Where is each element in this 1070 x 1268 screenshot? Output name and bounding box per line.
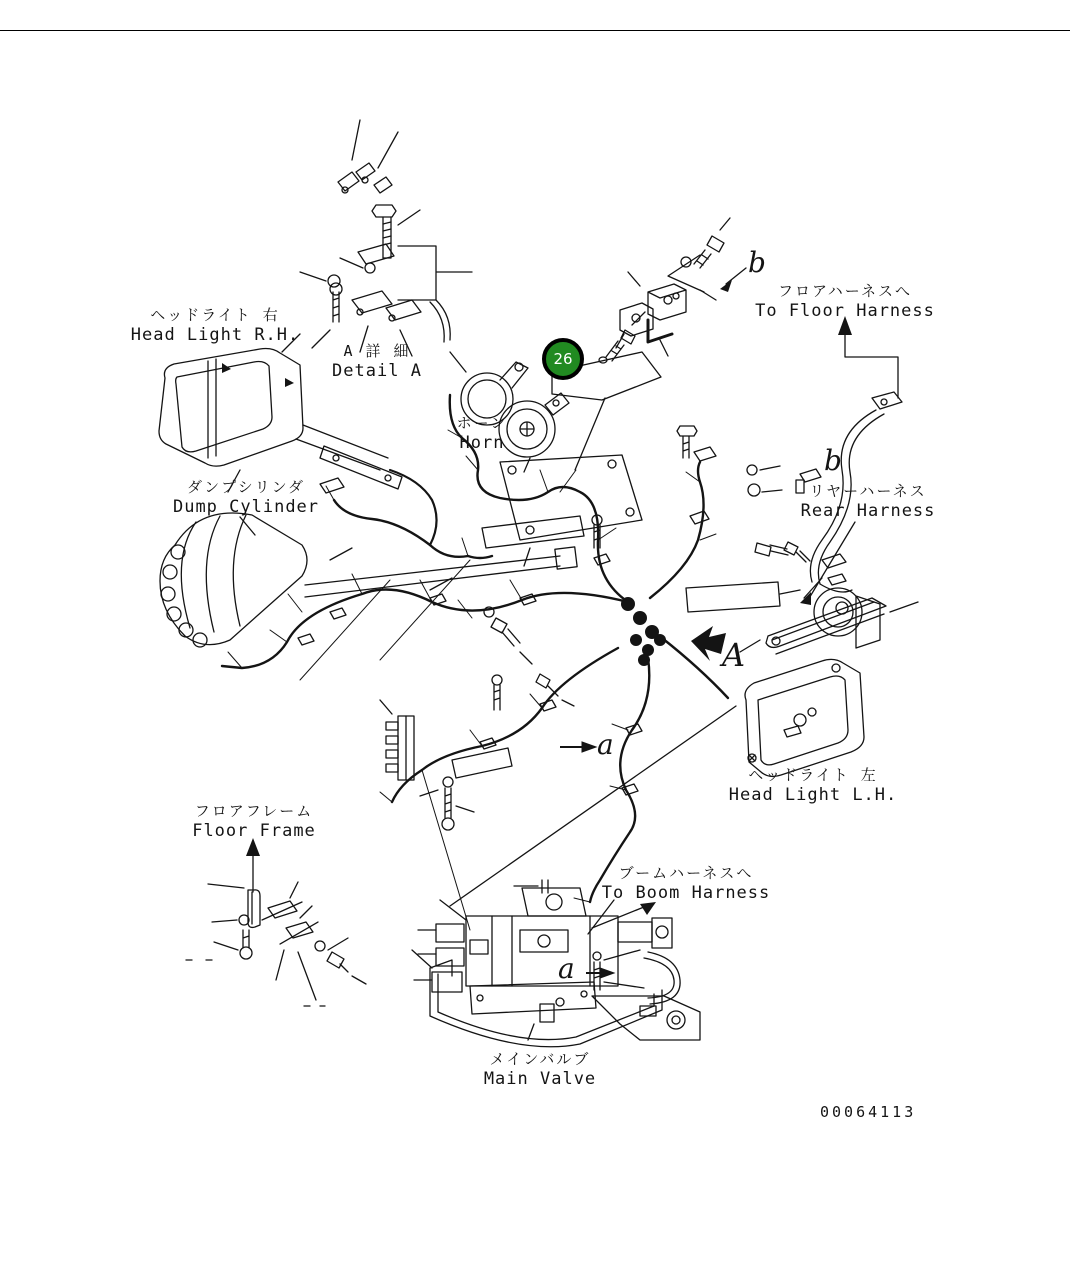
label-head-light-lh-jp: ヘッドライト 左 [748,766,878,784]
annotation-a-valve: a [558,952,575,985]
label-main-valve-en: Main Valve [483,1068,597,1089]
label-head-light-rh-jp: ヘッドライト 右 [150,306,280,324]
label-to-boom-harness-jp: ブームハーネスへ [618,864,754,882]
label-rear-harness-jp: リヤーハーネス [809,482,927,500]
label-floor-frame-jp: フロアフレーム [194,802,314,820]
floor-frame-brackets [186,838,366,1006]
label-rear-harness [801,482,936,522]
label-floor-frame-en: Floor Frame [192,820,316,841]
annotation-b-top: b [748,246,766,279]
annotation-b-right: b [824,444,842,477]
label-detail-a-en: Detail A [332,360,422,381]
label-detail-a [332,342,422,382]
label-floor-frame [192,802,316,842]
label-to-boom-harness-en: To Boom Harness [601,882,771,903]
main-valve-part [412,880,700,1047]
label-horn [457,414,508,454]
label-main-valve [484,1050,596,1090]
main-wiring-harness [222,395,800,930]
label-dump-cylinder-en: Dump Cylinder [172,496,320,517]
label-head-light-rh-en: Head Light R.H. [130,324,300,345]
label-dump-cylinder-jp: ダンプシリンダ [187,478,305,496]
detail-a-assembly [300,120,472,356]
part-balloon-26[interactable] [542,338,584,380]
view-a-arrow [691,626,726,661]
to-floor-harness-arrow [838,316,898,398]
label-to-floor-harness-jp: フロアハーネスへ [777,282,913,300]
label-rear-harness-en: Rear Harness [800,500,936,521]
annotation-view-a: A [722,636,746,674]
label-horn-jp: ホーン [456,414,508,432]
label-main-valve-jp: メインバルブ [489,1050,591,1068]
to-boom-harness-arrow [588,900,656,934]
label-to-boom-harness [602,864,771,904]
horn-bracket-plate [552,312,661,470]
label-to-floor-harness-en: To Floor Harness [755,300,935,321]
label-detail-a-jp: A 詳 細 [343,342,411,360]
label-horn-en: Horn [459,432,505,453]
label-head-light-lh [729,766,898,806]
label-dump-cylinder [173,478,319,518]
part-balloon-26-number: 26 [553,350,573,368]
annotation-a-mid: a [597,728,614,761]
document-number: 00064113 [820,1103,917,1121]
rear-harness-part [740,392,918,654]
label-head-light-rh [131,306,300,346]
floor-harness-connectors [616,218,746,356]
label-to-floor-harness [755,282,935,322]
label-head-light-lh-en: Head Light L.H. [728,784,898,805]
